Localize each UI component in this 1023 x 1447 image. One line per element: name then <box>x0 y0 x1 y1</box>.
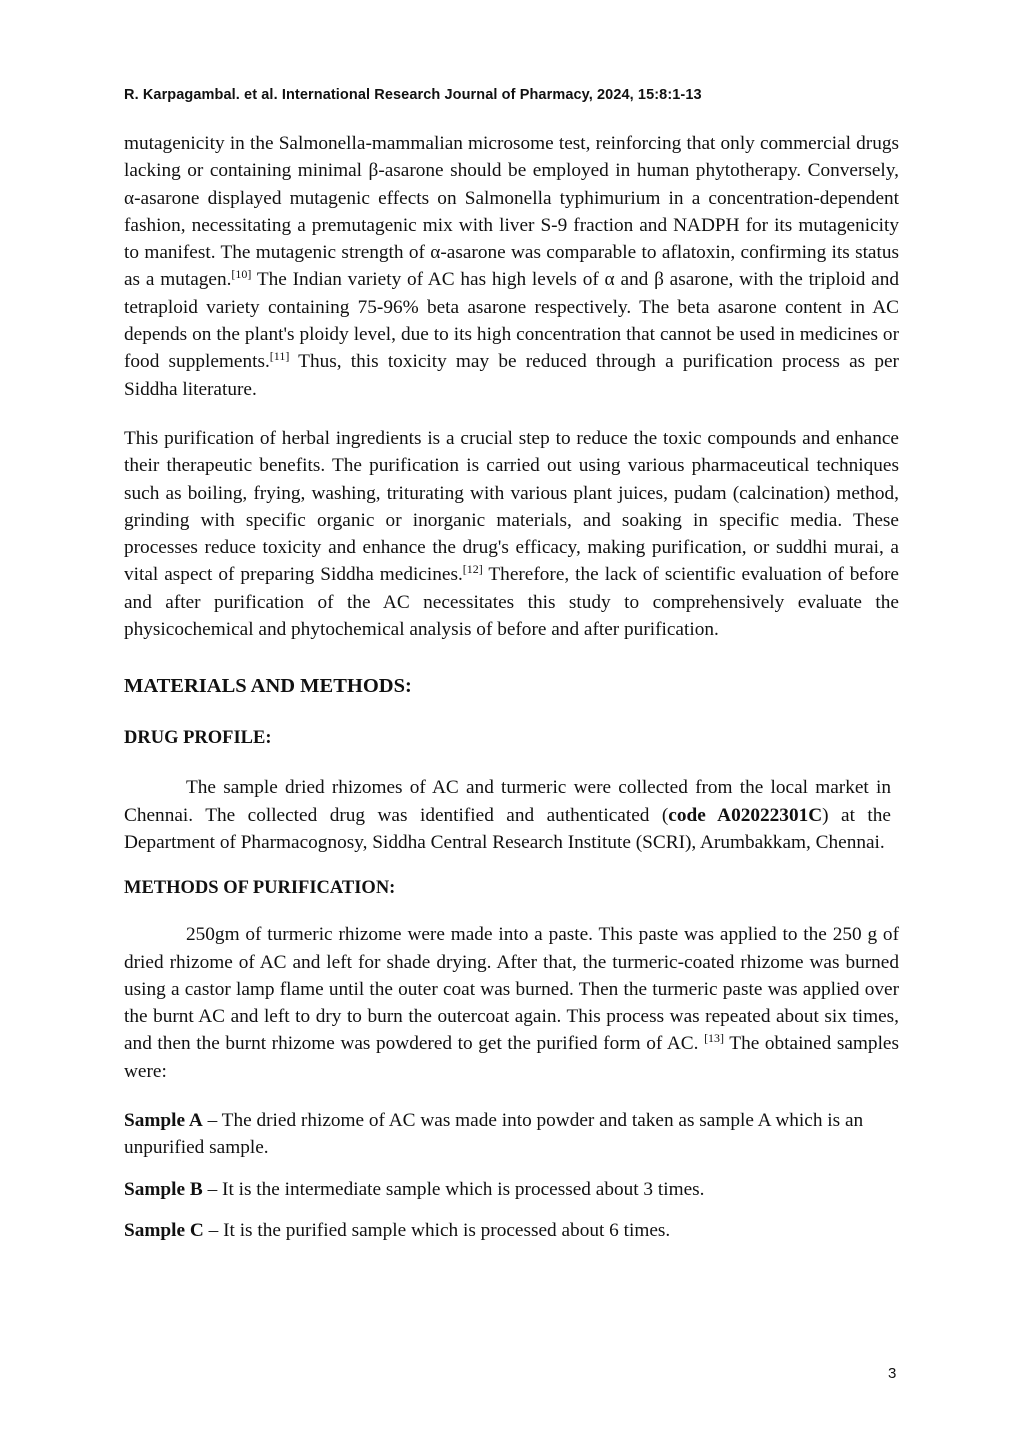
purification-text-2: The obtained samples were: <box>124 1033 899 1082</box>
paragraph-purification <box>124 425 899 643</box>
sample-c-label: Sample C <box>124 1219 204 1241</box>
drug-profile-text-1: The sample dried rhizomes of AC and turmeric were collected from the local market in Chennai. The collected drug was identified and authenticated ( <box>124 777 891 826</box>
sample-a-label: Sample A <box>124 1110 203 1132</box>
sample-b-item <box>124 1176 899 1203</box>
body-content <box>124 130 899 1244</box>
sample-b-label: Sample B <box>124 1178 203 1200</box>
para2-text-2: Therefore, the lack of scientific evaluation of before and after purification of the AC necessitates this study to comprehensively evaluate the physicochemical and phytochemical analysis of before and after purification. <box>124 564 899 641</box>
sample-a-text: – The dried rhizome of AC was made into powder and taken as sample A which is an unpurified sample. <box>124 1110 864 1159</box>
running-header: R. Karpagambal. et al. International Research Journal of Pharmacy, 2024, 15:8:1-13 <box>124 87 702 103</box>
sample-b-text: – It is the intermediate sample which is processed about 3 times. <box>202 1178 705 1200</box>
purification-text-1: 250gm of turmeric rhizome were made into a paste. This paste was applied to the 250 g of dried rhizome of AC and left for shade drying. After that, the turmeric-coated rhizome was burned using a castor lamp flame until the outer coat was burned. Then the turmeric paste was applied over the burnt AC and left to dry to burn the outercoat again. This process was repeated about six times, and then the burnt rhizome was powdered to get the purified form of AC. <box>124 924 899 1055</box>
paragraph-asarone-toxicity <box>124 130 899 403</box>
sample-c-text: – It is the purified sample which is processed about 6 times. <box>203 1219 671 1241</box>
paragraph-drug-profile <box>124 774 891 856</box>
sample-a-item <box>124 1107 894 1162</box>
para1-text-1: mutagenicity in the Salmonella-mammalian microsome test, reinforcing that only commercial drugs lacking or containing minimal β-asarone should be employed in human phytotherapy. Conversely, α-asarone displayed mutagenic effects on Salmonella typhimurium in a concentration-dependent fashion, necessitating a premutagenic mix with liver S-9 fraction and NADPH for its mutagenicity to manifest. The mutagenic strength of α-asarone was comparable to aflatoxin, confirming its status as a mutagen. <box>124 133 899 291</box>
para1-text-3: Thus, this toxicity may be reduced through a purification process as per Siddha literature. <box>124 351 899 400</box>
authentication-code: code A02022301C <box>668 804 823 826</box>
para2-text-1: This purification of herbal ingredients is a crucial step to reduce the toxic compounds and enhance their therapeutic benefits. The purification is carried out using various pharmaceutical techniques such as boiling, frying, washing, triturating with various plant juices, pudam (calcination) method, grinding with specific organic or inorganic materials, and soaking in specific media. These processes reduce toxicity and enhance the drug's efficacy, making purification, or suddhi murai, a vital aspect of preparing Siddha medicines. <box>124 427 899 586</box>
sample-c-item <box>124 1217 899 1244</box>
subheading-drug-profile: DRUG PROFILE: <box>124 728 272 749</box>
para1-text-2: The Indian variety of AC has high levels of α and β asarone, with the triploid and tetraploid variety containing 75-96% beta asarone respectively. The beta asarone content in AC depends on the plant's ploidy level, due to its high concentration that cannot be used in medicines or food supplements. <box>124 269 899 373</box>
drug-profile-text-2: ) at the Department of Pharmacognosy, Siddha Central Research Institute (SCRI), Arumbakkam, Chennai. <box>124 804 891 853</box>
citation-10: [10] <box>231 267 252 282</box>
section-heading-materials-methods: MATERIALS AND METHODS: <box>124 675 412 698</box>
paragraph-purification-method <box>124 921 899 1085</box>
subheading-methods-of-purification: METHODS OF PURIFICATION: <box>124 878 396 899</box>
citation-11: [11] <box>269 349 290 364</box>
citation-12: [12] <box>462 562 483 577</box>
page-number: 3 <box>888 1365 897 1382</box>
citation-13: [13] <box>704 1031 725 1046</box>
